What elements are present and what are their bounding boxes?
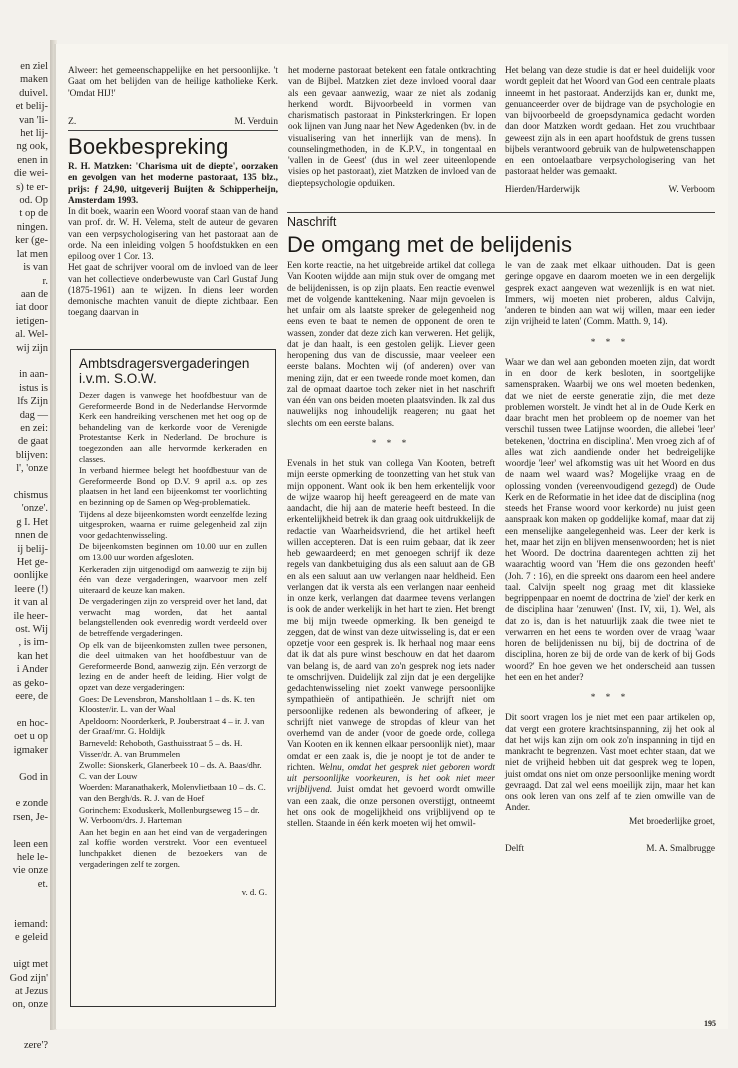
previous-page-line — [0, 476, 48, 489]
section-stars-1: * * * — [371, 438, 411, 449]
previous-page-line: at Jezus — [15, 986, 48, 998]
previous-page-line: het lij- — [20, 128, 48, 140]
previous-page-line: God in — [19, 771, 48, 783]
previous-page-line: die wei- — [13, 168, 48, 180]
previous-page-line: de gaat — [17, 436, 48, 448]
announcement-signature: v. d. G. — [241, 887, 267, 898]
boekbespreking-title: Boekbespreking — [68, 134, 229, 159]
previous-page-line: kan het — [17, 650, 48, 662]
previous-page-line: oonlijke — [13, 570, 48, 582]
previous-page-line: God zijn' — [9, 972, 48, 984]
naschrift-paragraph-4: Waar we dan wel aan gebonden moeten zijn, dat wordt in en door de kerk besloten, in soortgelijke samenspraken. Waarbij we ons wel moeten bedenken, dat we niet de eerste generatie zijn, die met deze problemen worstelt. Je vindt het al in de Oude Kerk en daar bracht men het probleem op de noemer van het verschil tussen twee Latijnse woorden, die allebei 'leer' betekenen, 'doctrina en disciplina'. Men vroeg zich af of alles wat zich aandiende onder het bedreigelijke woordje 'leer' wel afkomstig was uit het Woord en dus de naam wel waard was? Mogelijke vraag en de oplossing vonden (vereenvoudigend gezegd) de Oude Kerk en de Reformatie in het idee dat de disciplina (nog steeds het Franse woord voor kerkorde) nu juist geen aanspraak kon maken op goddelijke komaf, maar dat zij een menselijke aangelegenheid was. Leer der kerk is het, maar het zijn en blijven mensenwoorden; het is niet het Woord. De doctrina daarentegen achtten zij het waarachtig woord van 'Hem die ons gezonden heeft' (Joh. 7 : 16), en die spreekt ons daarom een heel andere taal. Calvijn speelt nog graag met dit klassieke begrippenpaar en noemt de doctrina de 'ziel' der kerk en de disciplina haar 'zenuwen' (Inst. IV, xii, 1). Wel, als dat zo is, dan is het natuurlijk zaak die twee niet te verwarren en het eens te worden over de vraag 'waar horen de belijdenissen nu bij, bij de doctrina of de disciplina, horen ze bij de orde van de kerk of bij Gods woord?' En hoe geven we het onderscheid aan tussen het een en het ander? — [505, 357, 715, 683]
previous-page-line: ietigen- — [15, 315, 48, 327]
naschrift-paragraph-2-end: Juist omdat het gevoerd wordt omwille van een zaak, die onze personen overstijgt, ontneemt het ons ook de mogelijkheid ons vrijblijvend op te stellen. Staande in één kerk moeten wij het omwil- — [287, 785, 495, 829]
previous-page-line: uigt met — [13, 959, 48, 971]
book-header: R. H. Matzken: 'Charisma uit de diepte', oorzaken en gevolgen van het moderne pastoraat, 135 blz., prijs: ƒ 24,90, uitgeverij Buijten & Schipperheijn, Amsterdam 1993. — [68, 162, 278, 206]
previous-page-line: rsen, Je- — [13, 811, 48, 823]
review-paragraph-1: In dit boek, waarin een Woord vooraf staan van de hand van prof. dr. W. H. Velema, stelt de auteur de gevaren van een verpsychologisering van het pastoraat aan de orde. Na een inleiding volgen 5 hoofdstukken en een epiloog over 1 Cor. 13. — [68, 207, 278, 262]
previous-page-line: on, onze — [12, 999, 48, 1011]
previous-page-line: oet u op — [14, 731, 48, 743]
announcement-p7: Op elk van de bijeenkomsten zullen twee personen, die deel uitmaken van het hoofdbestuur van de Gereformeerde Bond, aanwezig zijn. Eén verzorgt de lezing en de ander heeft de leiding. Hier volgt de opzet van deze vergaderingen: — [79, 639, 267, 693]
previous-page-line: iat door — [15, 302, 48, 314]
previous-page-line: en hoc- — [16, 717, 48, 729]
naschrift-paragraph-2 — [287, 459, 495, 830]
previous-page-line: ile heer- — [13, 610, 48, 622]
greeting: Met broederlijke groet, — [629, 816, 715, 827]
naschrift-column-2 — [287, 261, 495, 830]
closing-paragraph: Alweer: het gemeenschappelijke en het persoonlijke. 't Gaat om het belijden van de heilige katholieke Kerk. 'Omdat HIJ!' — [68, 66, 278, 99]
previous-page-line: g I. Het — [16, 516, 48, 528]
naschrift-divider — [287, 212, 715, 213]
naschrift-author: M. A. Smalbrugge — [646, 843, 715, 854]
previous-page-line: et belij- — [15, 101, 48, 113]
announcement-box — [70, 349, 276, 1007]
column-1-top — [68, 66, 278, 320]
naschrift-paragraph-3: le van de zaak met elkaar uithouden. Dat is geen geringe opgave en daarom moeten we in een dergelijk gesprek exact aangeven wat wezenlijk is en wat niet. Immers, wij moeten niet proberen, aldus Calvijn, 'anderen te binden aan wat wij willen, maar een ieder zijn vrijheid te laten' (Comm. Matth. 9, 14). — [505, 261, 715, 328]
naschrift-paragraph-2-text: Evenals in het stuk van collega Van Kooten, betreft mijn eerste opmerking de toonzetting van het stuk van mijn opponent. Want ook ik ben hem erkentelijk voor de wijze waarop hij heeft gereageerd en de mate van aandacht, die hij aan de materie heeft besteed. In die erkentelijkheid betrek ik dan graag ook uitdrukkelijk de redactie van Waarheidsvriend, die het artikel heeft willen accepteren. Dat is een ruim gebaar, dat ik zeer heb gewaardeerd; en met genoegen schrijf ik deze regels van dankbetuiging dus als een saluut aan de GB en als een saluut aan uw verlangen naar heldheid. Een verlangen dat ik versta als een verlangen naar eenheid in onze kerk, verlangen dat daarmee tevens verlangen is ook de ander werkelijk in het hart te zien. Het brengt me bij mijn tweede opmerking. Ik ben geneigd te zeggen, dat de winst van deze uitwisseling is, dat er een opzetje voor een gesprek is. Ik herhaal nog maar eens dat ik dat als pure winst beschouw en dat het daarom van belang is, de aard van zo'n gesprek nog iets nader te omschrijven. Duidelijk zal zijn dat je een dergelijke gedachtenwisseling niet zoekt vanwege persoonlijke sympathieën of antipathieën. Je schrijft niet om persoonlijke redenen als bewondering of afkeer, je schrijft niet vanwege de stropdas of kleur van het overhemd van de ander (voor de goede orde, collega Van Kooten en ik kennen elkaar persoonlijk niet), maar omdat er een zaak is, die je noopt je tot de ander te richten. — [287, 459, 495, 773]
review-signature — [505, 185, 715, 196]
review-sign-name: W. Verboom — [668, 184, 715, 195]
previous-page-line: vie onze — [12, 865, 48, 877]
previous-page-line: od. Op — [19, 195, 48, 207]
previous-page-line: ng ook, — [16, 141, 48, 153]
previous-page-line: lat men — [16, 248, 48, 260]
previous-page-line: , is im- — [18, 637, 48, 649]
announcement-title: Ambtsdragersvergaderingen i.v.m. S.O.W. — [79, 356, 250, 386]
previous-page-line: i Ander — [16, 664, 48, 676]
previous-page-line: zere'? — [23, 1039, 48, 1051]
previous-page-line: ningen. — [16, 221, 48, 233]
previous-page-line — [0, 1012, 48, 1025]
signature-line — [68, 116, 278, 127]
previous-page-line: et. — [37, 878, 48, 890]
section-divider — [68, 130, 278, 131]
previous-page-line: chismus — [13, 490, 48, 501]
announcement-p2: In verband hiermee belegt het hoofdbestuur van de Gereformeerde Bond op D.V. 9 april a.s. op zes plaatsen in het land een bijeenkomst ter voorlichting en bezinning op de Samen op Weg-problematiek. — [79, 465, 267, 507]
naschrift-emphasis: Welnu, omdat het gesprek niet geboren wordt uit persoonlijke voorkeuren, is het ook niet meer vrijblijvend. — [287, 762, 496, 796]
location-barneveld: Barneveld: Rehoboth, Gasthuisstraat 5 – ds. H. Visser/dr. A. van Brummelen — [79, 738, 243, 759]
previous-page-line: duivel. — [19, 87, 48, 99]
naschrift-label: Naschrift — [287, 215, 337, 229]
previous-page-line: van 'li- — [18, 114, 48, 126]
previous-page-line: nnen de — [15, 530, 48, 542]
previous-page-line — [0, 1025, 48, 1038]
naschrift-column-3 — [505, 261, 715, 855]
previous-page-line: dag — — [19, 409, 48, 421]
previous-page-line: enen in — [17, 154, 48, 166]
previous-page-line: leen een — [13, 838, 48, 850]
previous-page-line: ker (ge- — [15, 235, 48, 247]
previous-page-line: s) te er- — [16, 181, 48, 193]
page-number: 195 — [704, 1019, 716, 1028]
signature-initial: Z. — [68, 115, 77, 127]
previous-page-line: aan de — [20, 288, 48, 300]
review-column-3 — [505, 66, 715, 196]
previous-page-line — [0, 355, 48, 368]
previous-page-line: e zonde — [15, 798, 48, 810]
previous-page-line: e geleid — [15, 932, 48, 944]
previous-page-line: blijven: — [15, 449, 48, 461]
previous-page-line: en zei: — [20, 422, 48, 434]
announcement-p4: De bijeenkomsten beginnen om 10.00 uur en zullen om 13.00 uur worden afgesloten. — [79, 541, 267, 562]
announcement-p5: Kerkeraden zijn uitgenodigd om aanwezig te zijn bij één van deze vergaderingen, waarvoor men zelf uiteraard de keuze kan maken. — [79, 563, 267, 595]
review-sign-place: Hierden/Harderwijk — [505, 184, 580, 195]
previous-page-line: is van — [23, 262, 48, 274]
previous-page-line: en ziel — [20, 61, 48, 72]
previous-page-line: it van al — [14, 597, 48, 609]
review-paragraph-4: Het belang van deze studie is dat er heel duidelijk voor wordt gepleit dat het Woord van God een centrale plaats inneemt in het pastoraat. Anderzijds kan er, dunkt me, genuanceerder over de bijdrage van de psychologie en van bijvoorbeeld de groepsdynamica gedacht worden dan door Matzken wordt gedaan. Het zou vruchtbaar geweest zijn als in een apart hoofdstuk de grens tussen bijbels verantwoord gebruik van de hulpwetenschappen en een ontoelaatbare verpsychologisering van het pastoraat helder was gemaakt. — [505, 66, 715, 178]
signature-author: M. Verduin — [234, 115, 278, 127]
review-column-2 — [288, 66, 496, 190]
previous-page-line: as geko- — [12, 677, 48, 689]
previous-page-edge — [0, 60, 50, 1051]
naschrift-paragraph-5: Dit soort vragen los je niet met een paar artikelen op, dat vergt een grotere krachtsinspanning, zij het ook al dat het wijs kan zijn om ook zo'n inspanning in tijd en mankracht te begrenzen. Vast moet echter staan, dat we niet de vrijheid hebben uit dat gesprek weg te lopen, juist omdat ons niet om onze persoonlijke mening wordt gevraagd. Dat zal wel eens moeilijk zijn, maar het kan ons ook leren van ons zelf af te zien omwille van de Ander. — [505, 713, 715, 814]
review-paragraph-2: Het gaat de schrijver vooral om de invloed van de leer van het collectieve onderbewuste van Carl Gustaf Jung (1875-1961) aan te wijzen. In diens leer worden demonische machten vanuit de diepte zichtbaar. Een toegang daarvan in — [68, 263, 278, 319]
previous-page-line: Het ge- — [16, 557, 48, 569]
previous-page-line — [0, 824, 48, 837]
previous-page-line: hele le- — [16, 851, 48, 863]
previous-page-line: in aan- — [19, 369, 48, 381]
previous-page-line: ij belij- — [17, 543, 48, 555]
previous-page-line — [0, 945, 48, 958]
location-woerden: Woerden: Maranathakerk, Molenvlietbaan 10 – ds. C. van den Bergh/ds. R. J. van de Hoef — [79, 782, 266, 803]
naschrift-paragraph-1: Een korte reactie, na het uitgebreide artikel dat collega Van Kooten wijdde aan mijn stuk over de omgang met de belijdenissen, is op zijn plaats. Een reactie evenwel met de volgende kanttekening. Naar mijn gevoelen is het unfair om als laatste spreker de gelegenheid nog eens even te baat te nemen de opponent de oren te wassen, zonder dat deze zich kan verweren. Het gelijk, dat je dan haalt, is een gestolen gelijk. Liever geen heropening dus van de discussie, maar veeleer een eerste balans. Mochten wij (of anderen) over van mening zijn, dat er een tweede ronde moet komen, dan zal de opmaat daartoe toch zeker niet in het naschrift van één van ons beiden moeten plaatsvinden. Ik zal dus nauwelijks nog inhoudelijk reageren; nu gaat het slechts om een eerste balans. — [287, 261, 495, 429]
previous-page-line — [0, 905, 48, 918]
location-apeldoorn: Apeldoorn: Noorderkerk, P. Jouberstraat 4 – ir. J. van der Graaf/mr. G. Holdijk — [79, 715, 265, 737]
previous-page-line: l', 'onze — [16, 463, 48, 475]
previous-page-line: eere, de — [15, 691, 48, 703]
previous-page-line: igmaker — [13, 744, 48, 756]
previous-page-line: istus is — [19, 382, 48, 394]
announcement-p1: Dezer dagen is vanwege het hoofdbestuur van de Gereformeerde Bond in de Nederlandse Hervormde Kerk een handreiking verschenen met het oog op de behandeling van de kerkorde voor de Verenigde Protestantse Kerk in Nederland. De brochure is toegezonden aan alle hervormde kerkeraden en classes. — [79, 390, 267, 464]
location-goes: Goes: De Levensbron, Mansholtlaan 1 – ds. K. ten Klooster/ir. L. van der Waal — [79, 693, 255, 715]
review-paragraph-3: het moderne pastoraat betekent een fatale ontkrachting van de Bijbel. Matzken ziet deze invloed vooral daar als een gevaar aanwezig, waar ze niet als zodanig herkend wordt. Bijvoorbeeld in vormen van charismatisch pastoraat in Pinksterkringen. Er lopen ook lijnen van Jung naar het New Agedenken (bv. in de visualisering van het innerlijk van de mens). In counselingmethoden, in de K.P.V., in tongentaal en 'vallen in de Geest' (dus in wel zeer uiteenlopende visies op het pastoraat), ziet Matzken de invloed van de dieptepsychologie opduiken. — [288, 66, 496, 189]
announcement-p6: De vergaderingen zijn zo verspreid over het land, dat verwacht mag worden, dat het aantal belangstellenden ook evenredig wordt verdeeld over de betreffende vergaderingen. — [79, 596, 267, 639]
naschrift-signature — [505, 844, 715, 855]
section-stars-2: * * * — [590, 337, 630, 348]
previous-page-line: al. Wel- — [15, 329, 48, 341]
location-gorinchem: Gorinchem: Exoduskerk, Mollenburgseweg 15 – dr. W. Verboom/drs. J. Harteman — [79, 804, 260, 826]
naschrift-place: Delft — [505, 843, 525, 854]
previous-page-line — [0, 784, 48, 797]
announcement-p8: Aan het begin en aan het eind van de vergaderingen zal koffie worden verstrekt. Voor een eventueel lunchpakket dienen de bezoekers van de vergaderingen zelf te zorgen. — [79, 826, 267, 869]
previous-page-line: t op de — [19, 208, 48, 220]
previous-page-line: maken — [20, 74, 48, 86]
previous-page-line: lfs Zijn — [17, 396, 48, 408]
previous-page-line — [0, 891, 48, 904]
announcement-p3: Tijdens al deze bijeenkomsten wordt eenzelfde lezing uitgesproken, waarna er ruime gelegenheid zal zijn voor gedachtenwisseling. — [79, 508, 267, 540]
naschrift-title: De omgang met de belijdenis — [287, 232, 572, 257]
previous-page-line — [0, 704, 48, 717]
previous-page-line — [0, 757, 48, 770]
previous-page-line: ost. Wij — [15, 624, 48, 636]
section-stars-3: * * * — [590, 693, 630, 703]
location-zwolle: Zwolle: Sionskerk, Glanerbeek 10 – ds. A. Baas/dhr. C. van der Louw — [79, 760, 262, 781]
previous-page-line: iemand: — [14, 919, 48, 930]
previous-page-line: leere (!) — [14, 583, 48, 595]
previous-page-line: r. — [42, 275, 48, 287]
previous-page-line: wij zijn — [16, 342, 48, 354]
previous-page-line: 'onze'. — [21, 503, 48, 515]
